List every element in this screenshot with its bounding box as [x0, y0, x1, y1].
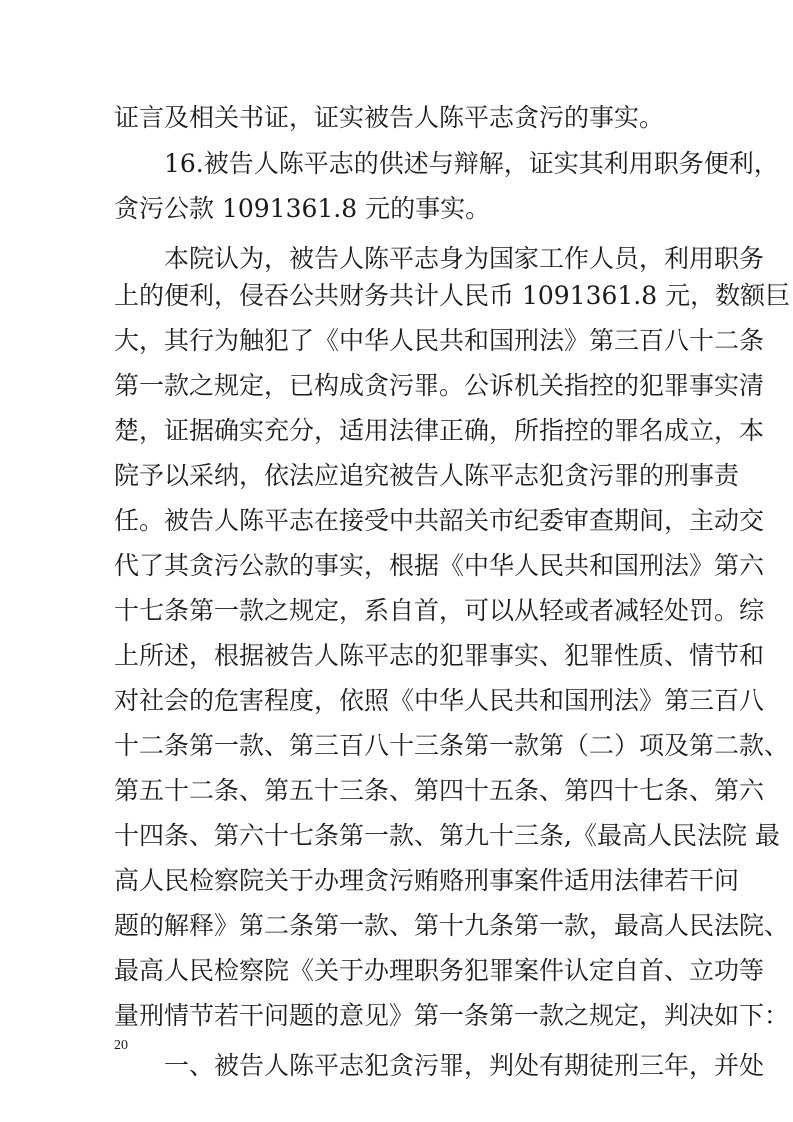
- text-line-14: 对社会的危害程度，依照《中华人民共和国刑法》第三百八: [114, 686, 765, 715]
- text-line-12: 十七条第一款之规定，系自首，可以从轻或者减轻处罚。综: [114, 596, 765, 625]
- text-line-4: 本院认为，被告人陈平志身为国家工作人员，利用职务: [164, 244, 765, 273]
- text-line-22: 一、被告人陈平志犯贪污罪，判处有期徒刑三年，并处: [164, 1051, 765, 1080]
- text-line-21: 量刑情节若干问题的意见》第一条第一款之规定，判决如下：: [114, 1001, 790, 1030]
- text-line-2: 16.被告人陈平志的供述与辩解，证实其利用职务便利，: [164, 149, 779, 178]
- text-line-20: 最高人民检察院《关于办理职务犯罪案件认定自首、立功等: [114, 956, 765, 985]
- text-line-11: 代了其贪污公款的事实，根据《中华人民共和国刑法》第六: [114, 551, 765, 580]
- text-line-7: 第一款之规定，已构成贪污罪。公诉机关指控的犯罪事实清: [114, 371, 765, 400]
- text-line-1: 证言及相关书证，证实被告人陈平志贪污的事实。: [114, 103, 665, 132]
- text-line-15: 十二条第一款、第三百八十三条第一款第（二）项及第二款、: [114, 731, 790, 760]
- text-line-17: 十四条、第六十七条第一款、第九十三条,《最高人民法院 最: [114, 821, 780, 850]
- page-number: 20: [114, 1038, 128, 1053]
- text-line-19: 题的解释》第二条第一款、第十九条第一款，最高人民法院、: [114, 911, 790, 940]
- text-line-9: 院予以采纳，依法应追究被告人陈平志犯贪污罪的刑事责: [114, 461, 740, 490]
- text-line-6: 大，其行为触犯了《中华人民共和国刑法》第三百八十二条: [114, 326, 765, 355]
- text-line-13: 上所述，根据被告人陈平志的犯罪事实、犯罪性质、情节和: [114, 641, 765, 670]
- text-line-3: 贪污公款 1091361.8 元的事实。: [114, 194, 491, 223]
- text-line-18: 高人民检察院关于办理贪污贿赂刑事案件适用法律若干问: [114, 866, 740, 895]
- text-line-5: 上的便利，侵吞公共财务共计人民币 1091361.8 元，数额巨: [114, 281, 791, 310]
- text-line-16: 第五十二条、第五十三条、第四十五条、第四十七条、第六: [114, 776, 765, 805]
- text-line-8: 楚，证据确实充分，适用法律正确，所指控的罪名成立，本: [114, 416, 765, 445]
- text-line-10: 任。被告人陈平志在接受中共韶关市纪委审查期间，主动交: [114, 506, 765, 535]
